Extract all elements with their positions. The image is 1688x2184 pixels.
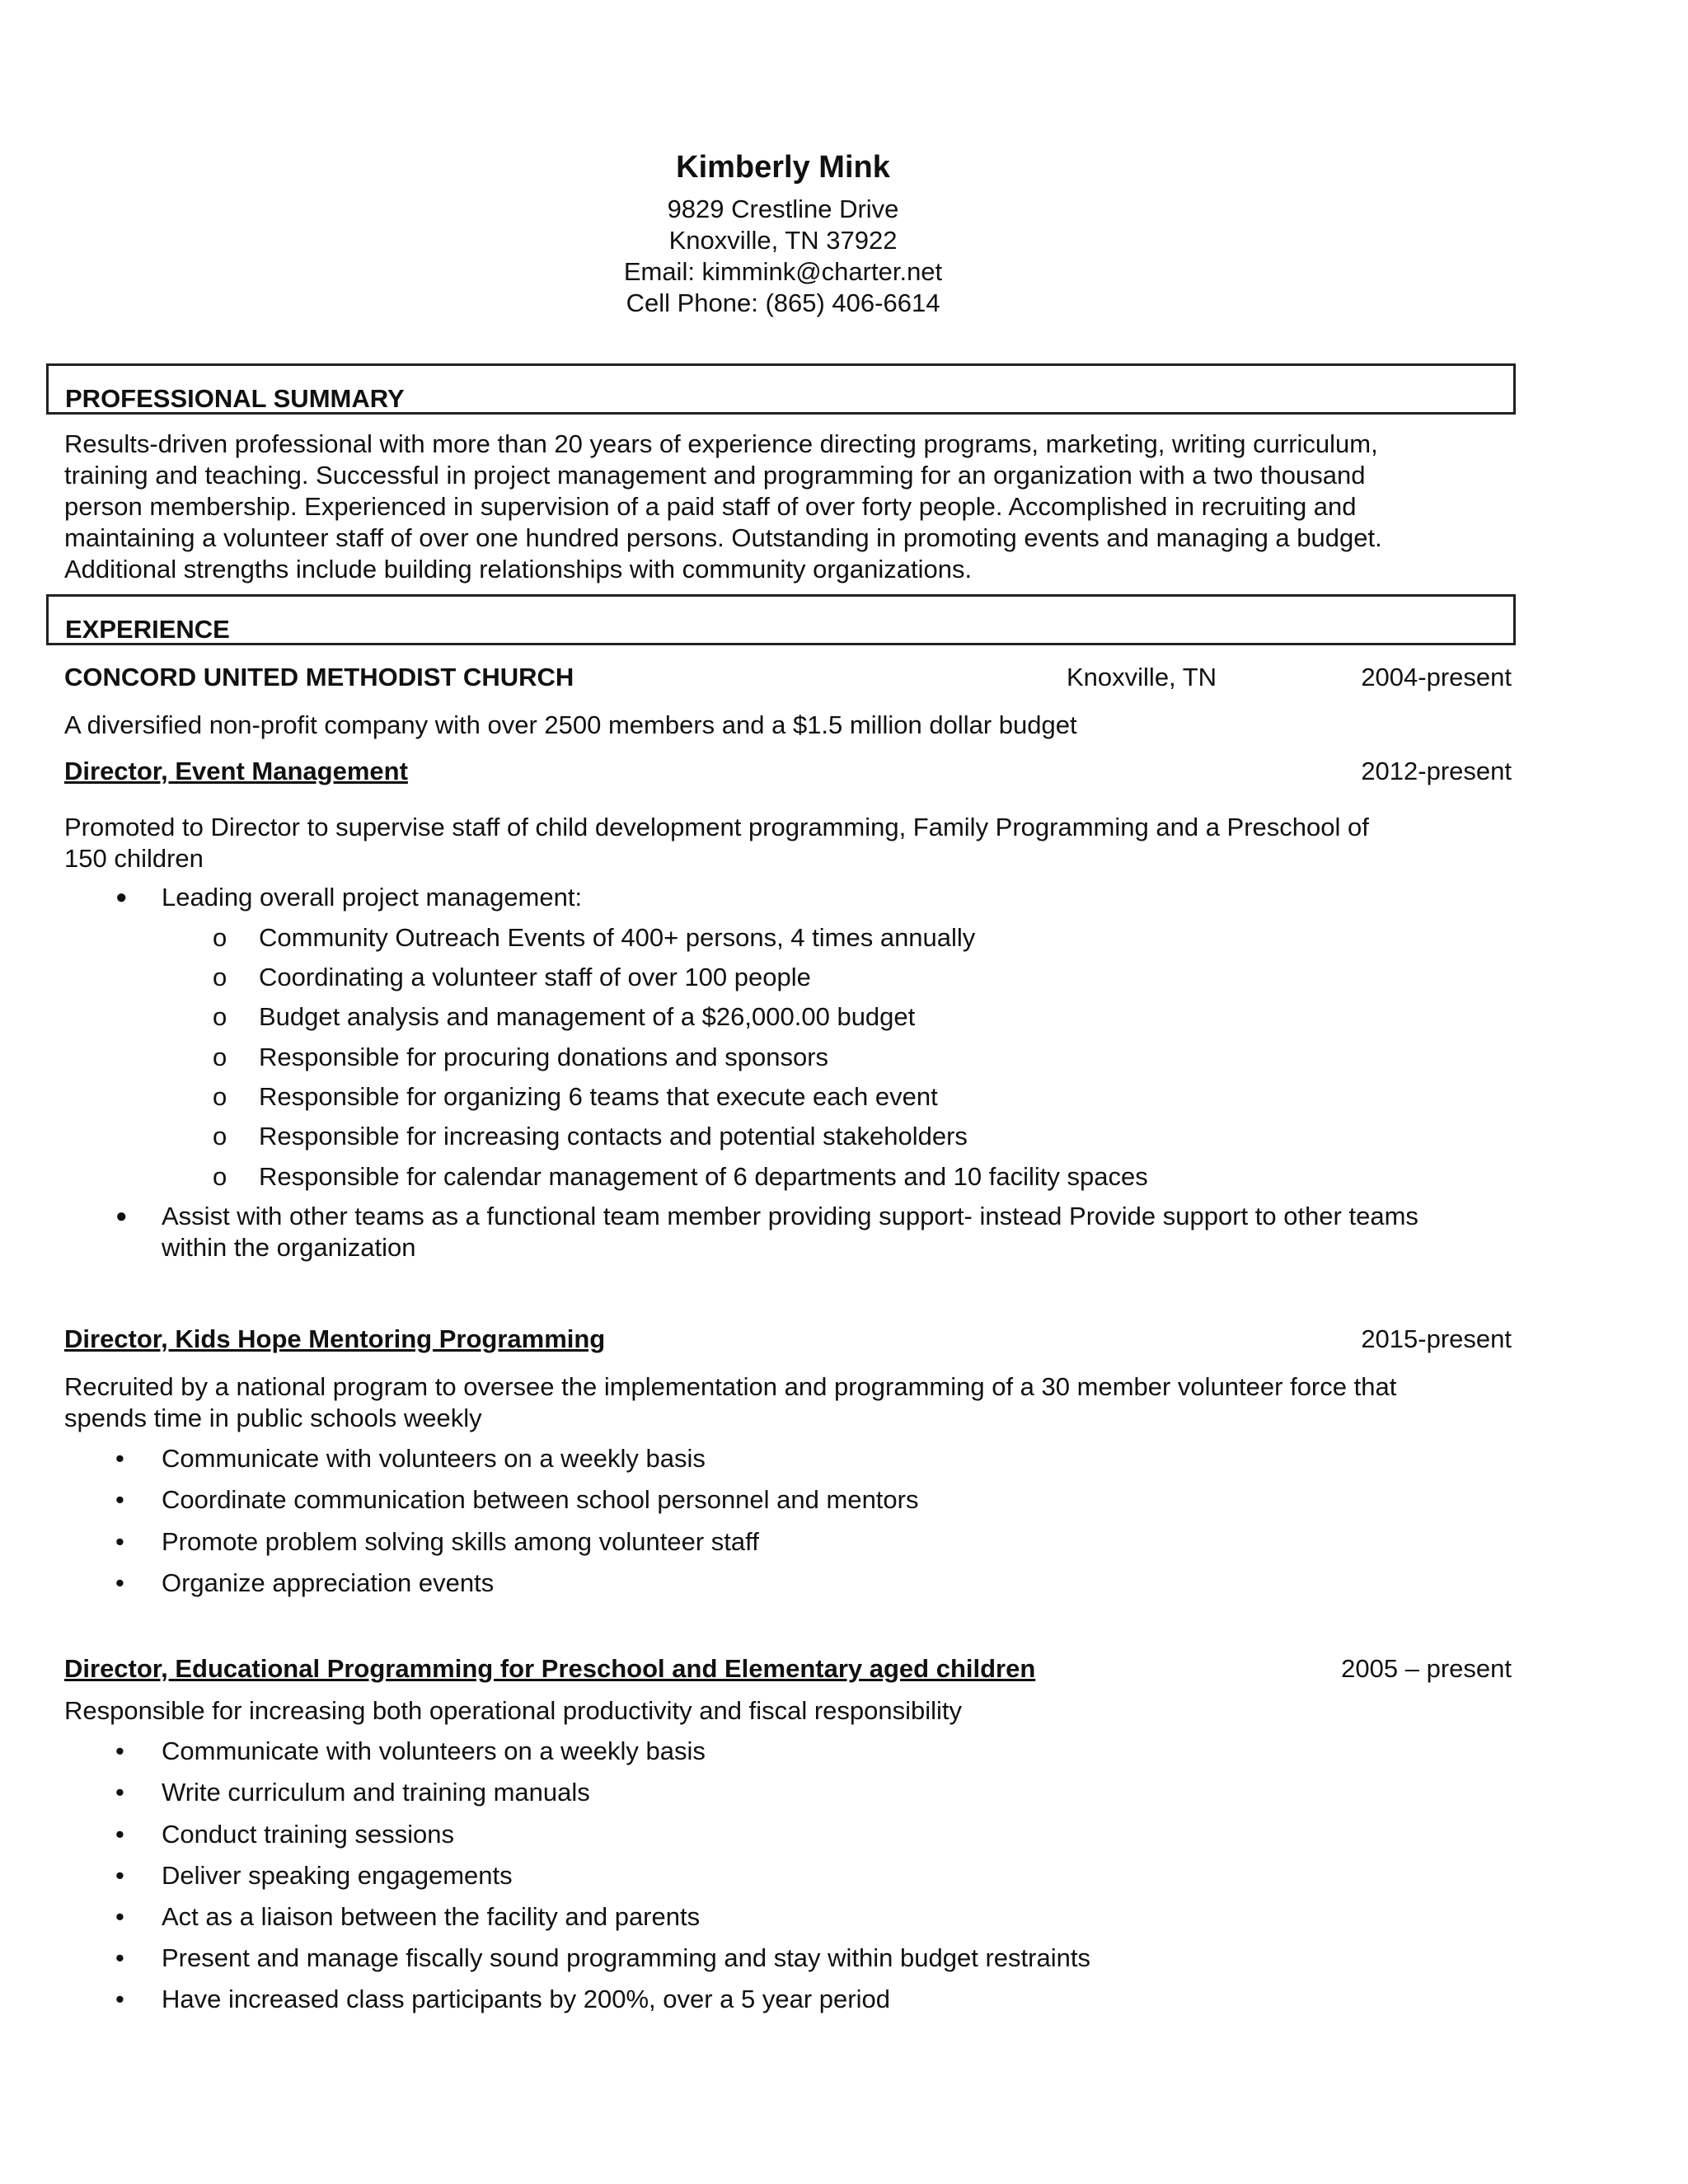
bullet-icon: • [115,1568,124,1597]
summary-line: maintaining a volunteer staff of over one hundred persons. Outstanding in promoting events and managing a budget. [64,523,1382,552]
sub-bullet-icon: o [213,1002,227,1031]
bullet-icon: • [115,1778,124,1807]
role-description [64,1695,1515,1727]
resume-page: Kimberly Mink 9829 Crestline Drive Knoxville, TN 37922 Email: kimmink@charter.net Cell Phone: (865) 406-6614 PROFESSIONAL SUMMARY Results-driven professional with more than 20 years of experience directing programs, marketing, writing curriculum, training and teaching. Successful in project management and programming for an organization with a two thousand person membership. Experienced in supervision of a paid staff of over forty people. Accomplished in recruiting and maintaining a volunteer staff of over one hundred persons. Outstanding in promoting events and managing a budget. Additional strengths include building relationships with community organizations. EXPERIENCE CONCORD UNITED METHODIST CHURCH Knoxville, TN 2004-present A diversified non-profit company with over 2500 members and a $1.5 million dollar budget Director, Event Management 2012-present Promoted to Director to supervise staff of child development programming, Family Programming and a Preschool of 150 children ● Leading overall project management: o Community Outreach Events of 400+ persons, 4 times annually o Coordinating a volunteer staff of over 100 people o Budget analysis and management of a $26,000.00 budget o Responsible for procuring donations and sponsors o Responsible for organizing 6 teams that execute each event o Responsible for increasing contacts and potential stakeholders o Responsible for calendar management of 6 departments and 10 facility spaces ● Assist with other teams as a functional team member providing support- instead Provide support to other teams within the organization Director, Kids Hope Mentoring Programming 2015-present Recruited by a national program to oversee the implementation and programming of a 30 member volunteer force that spends time in public schools weekly • Communicate with volunteers on a weekly basis • Coordinate communication between school personnel and mentors • Promote problem solving skills among volunteer staff • Organize appreciation events Director, Educational Programming for Preschool and Elementary aged children 2005 – present Responsible for increasing both operational productivity and fiscal responsibility • Communicate with volunteers on a weekly basis • Write curriculum and training manuals • Conduct training sessions • Deliver speaking engagements • Act as a liaison between the facility and parents • Present and manage fiscally sound programming and stay within budget restraints • Have increased class participants by 200%, over a 5 year period [0,0,1688,2184]
role-description-line: Responsible for increasing both operational productivity and fiscal responsibility [64,1696,963,1725]
summary-heading-box [46,363,1516,415]
summary-line: person membership. Experienced in supervision of a paid staff of over forty people. Accomplished in recruiting and [64,492,1357,521]
employer-dates: 2004-present [1361,663,1512,691]
role-title: Director, Kids Hope Mentoring Programming [64,1324,606,1353]
sub-bullet-icon: o [213,963,227,991]
role-description-line: Promoted to Director to supervise staff of child development programming, Family Programming and a Preschool of [64,813,1369,841]
sub-bullet-icon: o [213,1043,227,1071]
bullet-icon: • [115,1444,124,1473]
role-description-line: Recruited by a national program to oversee the implementation and programming of a 30 member volunteer force that [64,1372,1397,1401]
employer-description: A diversified non-profit company with over 2500 members and a $1.5 million dollar budget [64,710,1077,739]
experience-heading-box [46,594,1516,645]
experience-heading: EXPERIENCE [65,615,230,644]
summary-line: training and teaching. Successful in project management and programming for an organization with a two thousand [64,461,1366,490]
summary-heading: PROFESSIONAL SUMMARY [65,384,405,413]
role-dates: 2015-present [1361,1324,1512,1353]
bullet-icon: • [115,1736,124,1765]
address-line-1: 9829 Crestline Drive [667,194,899,223]
candidate-name: Kimberly Mink [676,150,890,185]
bullet-icon: • [115,1527,124,1556]
role-dates: 2005 – present [1341,1654,1512,1683]
role-title-row [64,757,1512,788]
role-description-line: 150 children [64,844,204,873]
employer-row [64,663,1512,694]
resume-header [0,150,1566,319]
employer-location: Knoxville, TN [1067,663,1217,691]
role-description [64,1371,1515,1434]
summary-line: Additional strengths include building relationships with community organizations. [64,555,973,583]
bullet-icon: • [115,1820,124,1849]
sub-bullet-icon: o [213,923,227,952]
summary-line: Results-driven professional with more than 20 years of experience directing programs, marketing, writing curriculum, [64,429,1378,458]
bullet-icon: • [115,1485,124,1514]
bullet-icon: • [115,1861,124,1890]
role-title: Director, Educational Programming for Preschool and Elementary aged children [64,1654,1036,1683]
role-title-row [64,1654,1512,1685]
address-line-2: Knoxville, TN 37922 [668,226,898,255]
sub-bullet-icon: o [213,1162,227,1191]
sub-bullet-icon: o [213,1122,227,1151]
role-description [64,812,1515,874]
role-title: Director, Event Management [64,757,408,785]
bullet-icon: ● [115,886,128,908]
sub-bullet-icon: o [213,1082,227,1111]
bullet-icon: • [115,1902,124,1931]
bullet-icon: • [115,1985,124,2013]
email-line: Email: kimmink@charter.net [623,257,943,286]
summary-text [64,429,1515,585]
role-title-row [64,1324,1512,1356]
role-description-line: spends time in public schools weekly [64,1404,482,1432]
bullet-icon: • [115,1943,124,1972]
role-dates: 2012-present [1361,757,1512,785]
employer-name: CONCORD UNITED METHODIST CHURCH [64,663,574,691]
bullet-icon: ● [115,1205,128,1227]
phone-line: Cell Phone: (865) 406-6614 [626,288,940,317]
